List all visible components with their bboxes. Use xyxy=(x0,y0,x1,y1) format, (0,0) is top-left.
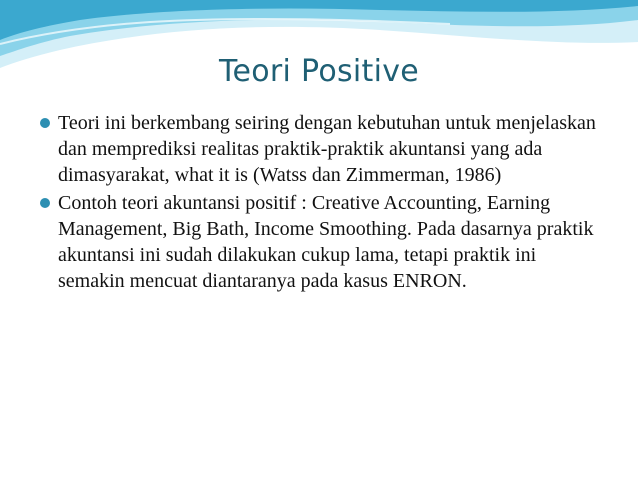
bullet-dot-icon xyxy=(40,198,50,208)
bullet-list xyxy=(40,110,600,296)
bullet-item xyxy=(40,110,600,188)
slide-title: Teori Positive xyxy=(218,54,420,89)
bullet-dot-icon xyxy=(40,118,50,128)
bullet-item xyxy=(40,190,600,294)
bullet-text: Contoh teori akuntansi positif : Creative Accounting, Earning Management, Big Bath, Income Smoothing. Pada dasarnya praktik akuntansi ini sudah dilakukan cukup lama, tetapi praktik ini semakin mencuat diantaranya pada kasus ENRON. xyxy=(58,192,594,292)
bullet-text: Teori ini berkembang seiring dengan kebutuhan untuk menjelaskan dan memprediksi realitas praktik-praktik akuntansi yang ada dimasyarakat, what it is (Watss dan Zimmerman, 1986) xyxy=(58,112,596,186)
